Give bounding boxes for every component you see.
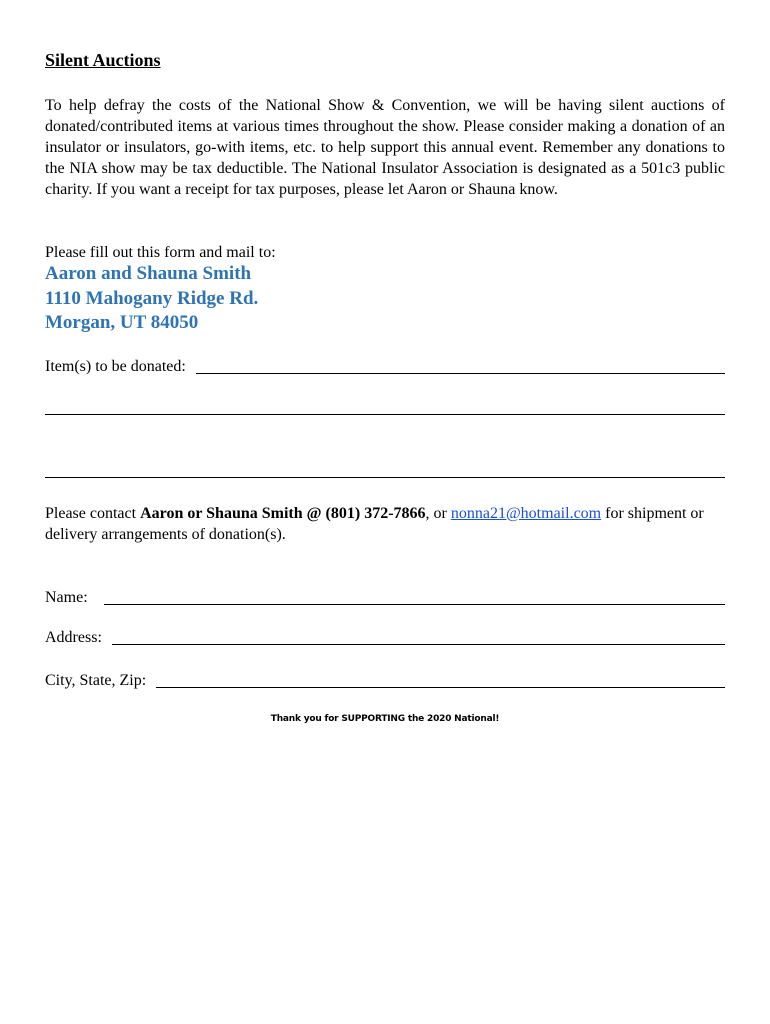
- items-input-line-3[interactable]: [45, 477, 725, 478]
- name-label: Name:: [45, 589, 88, 606]
- contact-names: Aaron or Shauna Smith @ (801) 372-7866: [140, 505, 426, 522]
- name-input-line[interactable]: [104, 590, 725, 605]
- name-field: [45, 587, 725, 608]
- address-input-line[interactable]: [112, 630, 725, 645]
- address-name: Aaron and Shauna Smith: [45, 263, 252, 284]
- city-field: [45, 670, 725, 691]
- contact-prefix: Please contact: [45, 505, 141, 522]
- contact-paragraph: [45, 503, 725, 545]
- email-link[interactable]: nonna21@hotmail.com: [450, 505, 602, 522]
- items-input-line-2[interactable]: [45, 414, 725, 415]
- address-street: 1110 Mahogany Ridge Rd.: [45, 287, 259, 309]
- address-field: [45, 627, 725, 648]
- address-city: Morgan, UT 84050: [45, 312, 199, 333]
- items-label: Item(s) to be donated:: [45, 358, 186, 375]
- contact-suffix: for shipment or delivery arrangements of donation(s).: [45, 505, 704, 543]
- mail-instructions: Please fill out this form and mail to:: [45, 244, 276, 261]
- page-title: Silent Auctions: [45, 50, 161, 70]
- thank-you-note: Thank you for SUPPORTING the 2020 National!: [270, 714, 500, 724]
- city-input-line[interactable]: [156, 673, 725, 688]
- city-label: City, State, Zip:: [45, 672, 147, 689]
- address-label: Address:: [45, 629, 102, 646]
- items-field: [45, 356, 725, 377]
- items-input-line[interactable]: [196, 359, 725, 374]
- intro-paragraph: To help defray the costs of the National Show & Convention, we will be having silent auctions of donated/contributed items at various times throughout the show. Please consider making a donation of an insulator or insulators, go-with items, etc. to help support this annual event. Remember any donations to the NIA show may be tax deductible. The National Insulator Association is designated as a 501c3 public charity. If you want a receipt for tax purposes, please let Aaron or Shauna know.: [45, 97, 725, 198]
- contact-middle: , or: [425, 505, 451, 522]
- mailing-address: [45, 262, 258, 336]
